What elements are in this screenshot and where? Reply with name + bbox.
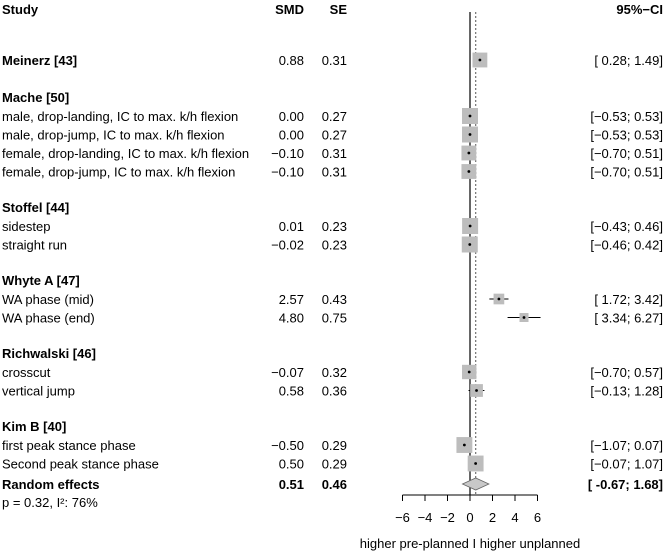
x-tick-label-1: −4 <box>417 510 433 525</box>
study-4-row-0-label: crosscut <box>2 365 51 380</box>
study-2-row-0-label: sidestep <box>2 219 51 234</box>
study-3-row-0-point <box>498 298 501 301</box>
study-0-se: 0.31 <box>321 53 347 68</box>
study-1-row-3-smd: −0.10 <box>271 164 304 180</box>
study-5-row-1-point <box>474 462 477 465</box>
study-3-row-0-smd: 2.57 <box>278 292 304 307</box>
header-ci: 95%−CI <box>616 2 663 17</box>
study-0-name: Meinerz [43] <box>2 53 78 68</box>
study-1-row-1-smd: 0.00 <box>278 127 304 143</box>
header-study: Study <box>2 2 39 17</box>
study-1-row-0-point <box>469 115 472 118</box>
study-2-row-1-ci: [−0.46; 0.42] <box>590 237 663 253</box>
study-1-row-1-point <box>469 133 472 136</box>
study-3-name: Whyte A [47] <box>2 273 80 288</box>
pooled-label: Random effects <box>2 477 100 492</box>
study-3-row-1-ci: [ 3.34; 6.27] <box>594 310 663 326</box>
x-tick-label-2: −2 <box>440 510 455 525</box>
x-tick-label-0: −6 <box>395 510 410 525</box>
study-2-row-1-point <box>468 243 471 246</box>
study-5-row-1-ci: [−0.07; 1.07] <box>590 456 663 472</box>
study-1-row-3-se: 0.31 <box>321 164 347 180</box>
study-4-row-1-point <box>475 389 478 392</box>
study-5-row-0-se: 0.29 <box>321 438 347 453</box>
study-2-row-0-point <box>469 225 472 228</box>
study-1-row-1-ci: [−0.53; 0.53] <box>590 127 663 143</box>
x-axis-label: higher pre-planned I higher unplanned <box>359 536 581 551</box>
pooled-se: 0.46 <box>321 477 347 492</box>
study-1-row-2-label: female, drop-landing, IC to max. k/h flexion <box>2 146 250 161</box>
study-4-name: Richwalski [46] <box>2 346 96 361</box>
study-1-row-3-label: female, drop-jump, IC to max. k/h flexion <box>2 164 236 180</box>
study-1-row-2-ci: [−0.70; 0.51] <box>590 146 663 161</box>
x-tick-label-3: 0 <box>466 510 474 525</box>
pooled-diamond <box>462 478 488 490</box>
study-4-row-1-label: vertical jump <box>2 383 75 399</box>
study-2-row-0-se: 0.23 <box>321 219 347 234</box>
study-1-row-1-label: male, drop-jump, IC to max. k/h flexion <box>2 127 225 143</box>
study-5-row-0-label: first peak stance phase <box>2 438 136 453</box>
study-3-row-1-label: WA phase (end) <box>2 310 95 326</box>
pooled-smd: 0.51 <box>278 477 304 492</box>
study-2-row-1-se: 0.23 <box>321 237 347 253</box>
study-1-row-0-se: 0.27 <box>321 109 347 124</box>
header-smd: SMD <box>275 2 304 17</box>
study-1-row-3-ci: [−0.70; 0.51] <box>590 164 663 180</box>
study-2-row-1-label: straight run <box>2 237 68 253</box>
study-3-row-1-point <box>523 316 526 319</box>
study-2-name: Stoffel [44] <box>2 200 70 215</box>
study-3-row-0-label: WA phase (mid) <box>2 292 94 307</box>
study-1-name: Mache [50] <box>2 90 70 105</box>
study-1-row-0-label: male, drop-landing, IC to max. k/h flexion <box>2 109 239 124</box>
study-5-row-0-smd: −0.50 <box>271 438 304 453</box>
study-4-row-0-ci: [−0.70; 0.57] <box>590 365 663 380</box>
study-1-row-1-se: 0.27 <box>321 127 347 143</box>
header-se: SE <box>329 2 347 17</box>
study-5-row-0-ci: [−1.07; 0.07] <box>590 438 663 453</box>
study-4-row-1-se: 0.36 <box>321 383 347 399</box>
study-4-row-1-smd: 0.58 <box>278 383 304 399</box>
study-4-row-0-se: 0.32 <box>321 365 347 380</box>
study-5-row-0-point <box>463 444 466 447</box>
study-4-row-0-point <box>468 371 471 374</box>
study-0-point <box>479 59 482 62</box>
study-1-row-2-se: 0.31 <box>321 146 347 161</box>
study-2-row-0-smd: 0.01 <box>278 219 304 234</box>
study-5-name: Kim B [40] <box>2 419 67 434</box>
study-0-smd: 0.88 <box>278 53 304 68</box>
study-4-row-1-ci: [−0.13; 1.28] <box>590 383 663 399</box>
study-1-row-0-ci: [−0.53; 0.53] <box>590 109 663 124</box>
study-3-row-1-se: 0.75 <box>321 310 347 326</box>
study-5-row-1-label: Second peak stance phase <box>2 456 159 472</box>
study-2-row-1-smd: −0.02 <box>271 237 304 253</box>
study-3-row-0-ci: [ 1.72; 3.42] <box>594 292 663 307</box>
study-5-row-1-smd: 0.50 <box>278 456 304 472</box>
study-1-row-0-smd: 0.00 <box>278 109 304 124</box>
x-tick-label-5: 4 <box>511 510 519 525</box>
pooled-ci: [ -0.67; 1.68] <box>587 477 663 492</box>
study-1-row-2-point <box>467 152 470 155</box>
study-1-row-2-smd: −0.10 <box>271 146 304 161</box>
study-5-row-1-se: 0.29 <box>321 456 347 472</box>
heterogeneity-label: p = 0.32, I²: 76% <box>2 495 98 510</box>
study-3-row-1-smd: 4.80 <box>278 310 304 326</box>
study-1-row-3-point <box>467 170 470 173</box>
x-tick-label-6: 6 <box>533 510 542 525</box>
study-0-ci: [ 0.28; 1.49] <box>594 53 663 68</box>
study-2-row-0-ci: [−0.43; 0.46] <box>590 219 663 234</box>
x-tick-label-4: 2 <box>488 510 497 525</box>
study-3-row-0-se: 0.43 <box>321 292 347 307</box>
study-4-row-0-smd: −0.07 <box>271 365 304 380</box>
